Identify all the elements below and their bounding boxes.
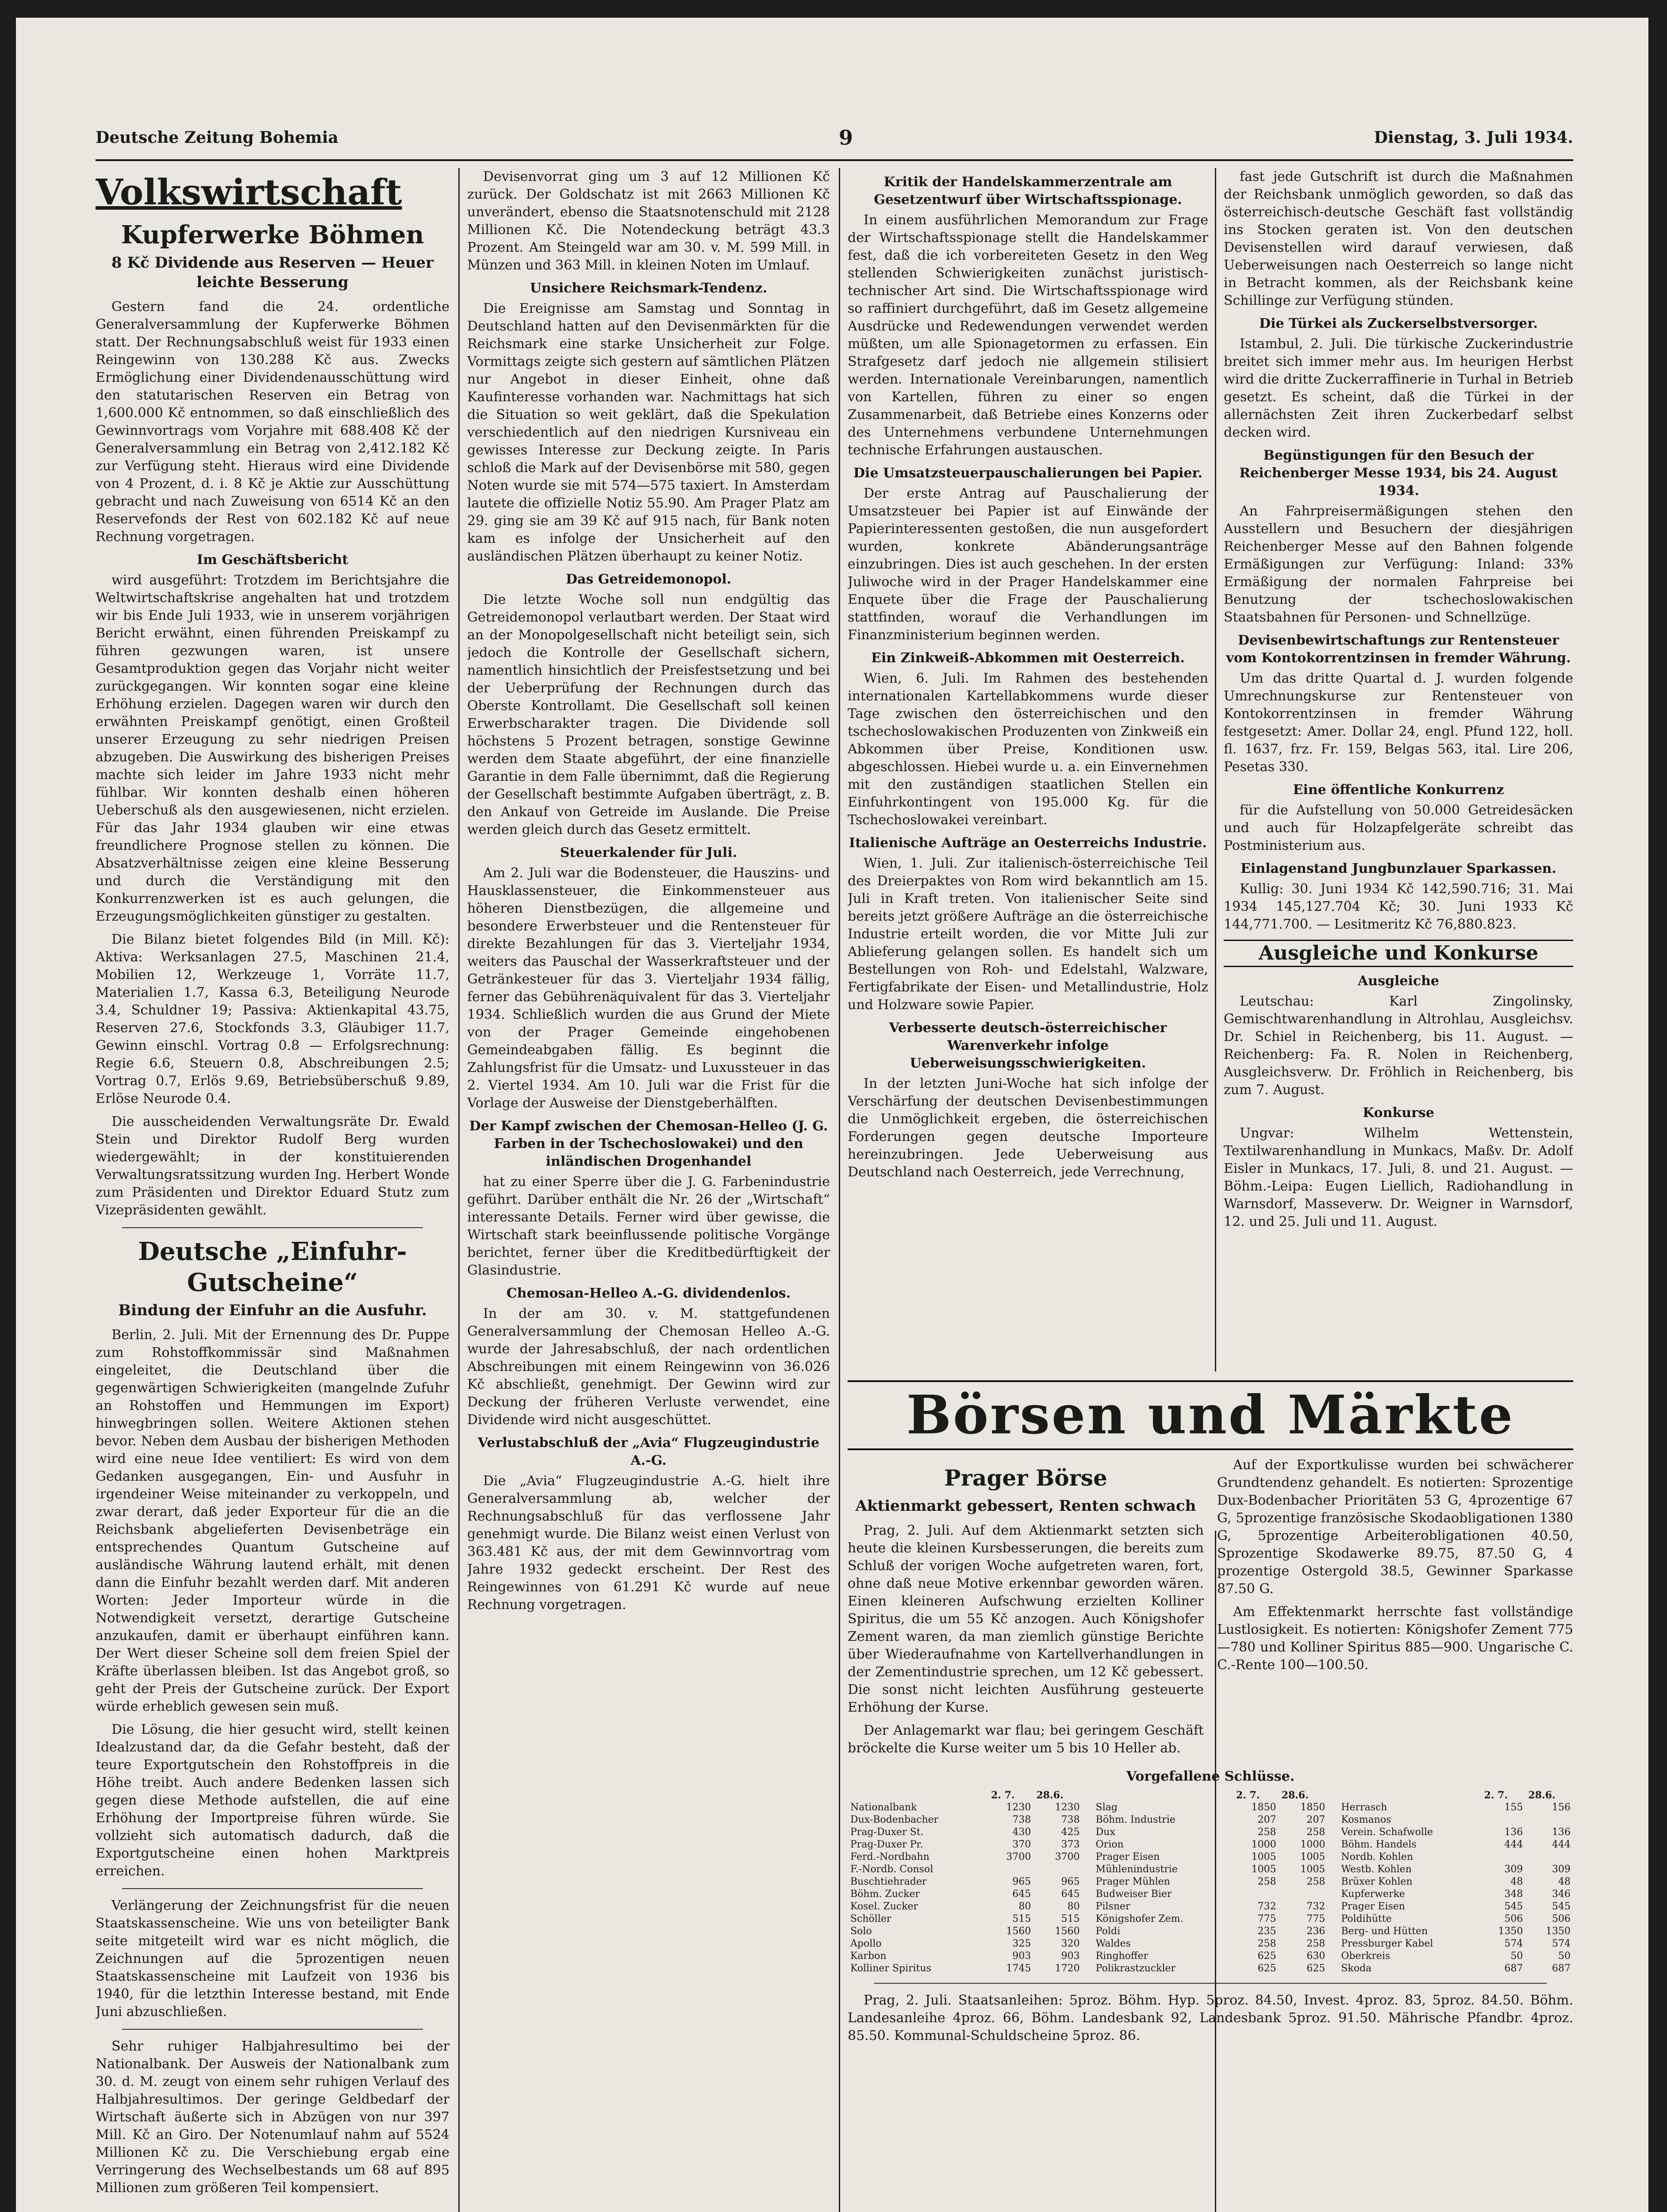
article-paragraph: In einem ausführlichen Memorandum zur Frage der Wirtschaftsspionage stellt die Handelskammer fest, daß die ich vorbereiteten Gesetz in den Weg stellenden Schwierigkeiten zunächst juristisch-technischer Art sind. Die Wirtschaftsspionage wird so raffiniert durchgeführt, daß im Gesetz allgemeine Ausdrücke und Redewendungen verwendet werden müßten, um alle Spionagetormen zu erfassen. Ein Strafgesetz darf jedoch nie allgemein stilisiert werden. Internationale Vereinbarungen, namentlich von Kartellen, führen zu einer so engen Zusammenarbeit, daß Betriebe eines Konzerns oder des Unternehmens verbundene Unternehmungen technische Erfahrungen austauschen. [848,212,1208,458]
table-cell: 775 [1257,1913,1276,1924]
table-row [1093,1938,1328,1950]
article-paragraph: hat zu einer Sperre über die J. G. Farbenindustrie geführt. Darüber enthält die Nr. 26 der „Wirtschaft“ interessante Details. Ferner wird über gewisse, die Wirtschaft stark beeinflussende politische Vorgänge berichtet, ferner über die Kreditbedürftigkeit der Glasindustrie. [467,1174,830,1278]
table-cell: 3700 [1006,1851,1031,1863]
article-paragraph: für die Aufstellung von 50.000 Getreidesäcken und auch für Holzapfelgeräte schreibt das Postministerium aus. [1224,803,1573,853]
market-subheading: Aktienmarkt gebessert, Renten schwach [855,1497,1196,1515]
subheading: Einlagenstand Jungbunzlauer Sparkassen. [1241,861,1556,876]
table-cell: 258 [1306,1938,1325,1949]
article-paragraph: fast jede Gutschrift ist durch die Maßnahmen der Reichsbank unmöglich geworden, so daß das österreichisch-deutsche Geschäft fast vollständig ins Stocken geraten ist. Von den deutschen Devisenstellen wird darauf verwiesen, daß Ueberweisungen nach Oesterreich so lange nicht in Betracht kommen, als der Reichsbank keine Schillinge zur Verfügung stünden. [1224,169,1573,308]
table-header-cell: 2. 7. [991,1790,1015,1801]
table-cell: 1350 [1498,1926,1523,1937]
table-cell: Karbon [850,1951,887,1962]
table-cell: 207 [1257,1814,1276,1825]
table-row [848,1901,1083,1913]
table-row [1093,1950,1328,1962]
table-cell: 258 [1257,1827,1276,1838]
table-row [848,1801,1083,1814]
table-cell: 545 [1504,1901,1523,1912]
subheading: Kritik der Handelskammerzentrale am Gesetzentwurf über Wirtschaftsspionage. [874,174,1182,207]
table-cell: Berg- und Hütten [1341,1926,1428,1937]
table-cell: 506 [1552,1913,1571,1924]
table-cell: 430 [1012,1827,1031,1838]
section-ausgleiche: Ausgleiche und Konkurse [1224,940,1573,967]
table-cell: 425 [1061,1827,1080,1838]
table-cell: 965 [1012,1876,1031,1887]
table-cell: F.-Nordb. Consol [850,1864,933,1875]
table-cell: Oberkreis [1341,1951,1390,1962]
table-cell: 80 [1018,1901,1031,1912]
table-cell: 515 [1012,1913,1031,1924]
table-cell: 625 [1257,1963,1276,1974]
table-cell: Prager Eisen [1095,1851,1160,1863]
table-row [848,1863,1083,1876]
market-paragraph: Der Anlagemarkt war flau; bei geringem Geschäft bröckelte die Kurse weiter um 5 bis 10 Heller ab. [848,1723,1204,1756]
table-cell: Ferd.-Nordbahn [850,1851,930,1863]
table-cell: Buschtiehrader [850,1876,927,1887]
table-cell [1279,1888,1328,1901]
table-row [1093,1839,1328,1851]
quotes-table [1338,1789,1573,1975]
table-cell: 775 [1306,1913,1325,1924]
table-cell: 1005 [1300,1864,1325,1875]
table-cell: Westb. Kohlen [1341,1864,1412,1875]
article-paragraph: Berlin, 2. Juli. Mit der Ernennung des Dr. Puppe zum Rohstoffkommissär sind Maßnahmen eingeleitet, die Deutschland über die gegenwärtigen Schwierigkeiten (mangelnde Zufuhr an Rohstoffen und Hemmungen im Export) hinwegbringen sollen. Weitere Aktionen stehen bevor. Neben dem Ausbau der bisherigen Methoden wird eine neue Idee ventiliert: Es wird von dem Gedanken ausgegangen, Ein- und Ausfuhr in irgendeiner Weise miteinander zu verkoppeln, und zwar derart, daß jeder Exporteur für die an die Reichsbank abgelieferten Devisenbeträge ein entsprechendes Quantum Gutscheine auf ausländische Währung lautend erhält, mit denen dann die Einfuhr bezahlt werden darf. Mit anderen Worten: Jeder Importeur würde in die Notwendigkeit versetzt, derartige Gutscheine anzukaufen, damit er überhaupt einführen kann. Der Wert dieser Scheine soll dem freien Spiel der Kräfte überlassen bleiben. Ist das Angebot groß, so geht der Preis der Gutscheine zurück. Der Export würde erheblich gewesen sein muß. [96,1327,449,1714]
table-cell: Dux-Bodenbacher [850,1814,939,1825]
table-cell: Nordb. Kohlen [1341,1851,1413,1863]
table-cell: Prager Eisen [1341,1901,1405,1912]
table-header-cell [1338,1789,1481,1801]
article-paragraph: Gestern fand die 24. ordentliche Generalversammlung der Kupferwerke Böhmen statt. Der Rechnungsabschluß weist für 1933 einen Reingewinn von 130.288 Kč aus. Zwecks Ermöglichung einer Dividendenausschüttung wird den statutarischen Reserven ein Betrag von 1,600.000 Kč entnommen, so daß einschließlich des Gewinnvortrags vom Vorjahre mit 688.408 Kč der Generalversammlung ein Betrag von 2,412.182 Kč zur Verfügung steht. Hieraus wird eine Dividende von 4 Prozent, d. i. 8 Kč je Aktie zur Ausschüttung gebracht und nach Zuweisung von 6514 Kč an den Reservefonds der Rest von 602.182 Kč auf neue Rechnung vorgetragen. [96,299,449,545]
table-cell: 207 [1306,1814,1325,1825]
table-header-cell: 28.6. [1281,1790,1309,1801]
table-row [1338,1888,1573,1901]
table-cell: 48 [1510,1876,1523,1887]
article-paragraph: Kullig: 30. Juni 1934 Kč 142,590.716; 31. Mai 1934 145,127.704 Kč; 30. Juni 1933 Kč 144,771.700. — Lesitmeritz Kč 76,880.823. [1224,881,1573,932]
table-cell: Dux [1095,1827,1115,1838]
table-header-cell [1093,1789,1233,1801]
table-cell: 630 [1306,1951,1325,1962]
subheading: Devisenbewirtschaftungs zur Rentensteuer vom Kontokorrentzinsen in fremder Währung. [1226,633,1571,666]
table-row [848,1888,1083,1901]
table-header-cell [848,1789,988,1801]
table-row [848,1938,1083,1950]
table-cell: Orion [1095,1839,1124,1850]
quotes-table [848,1789,1083,1975]
table-cell [1525,1814,1573,1826]
market-section [848,1371,1573,2212]
table-cell: 50 [1510,1951,1523,1962]
article-paragraph: Der erste Antrag auf Pauschalierung der Umsatzsteuer bei Papier ist auf Einwände der Papierinteressenten gestoßen, die nun ausgefordert wurden, konkrete Abänderungsanträge einzubringen. Dies ist auch geschehen. In der ersten Juliwoche wird in der Prager Handelskammer eine Enquete über die Frage der Pauschalierung stattfinden, worauf die Verhandlungen im Finanzministerium beginnen werden. [848,486,1208,643]
subheading: Eine öffentliche Konkurrenz [1293,782,1504,798]
table-row [1338,1839,1573,1851]
table-row [1338,1876,1573,1888]
article-paragraph: Verlängerung der Zeichnungsfrist für die neuen Staatskassenscheine. Wie uns von beteiligter Bank seite mitgeteilt wird war es nicht möglich, die Zeichnungen auf die 5prozentigen neuen Staatskassenscheine mit Laufzeit von 1936 bis 1940, für die letzthin Interesse bestand, mit Ende Juni abzuschließen. [96,1898,449,2020]
quotes-table [1093,1789,1328,1975]
subheading: Die Türkei als Zuckerselbstversorger. [1259,316,1538,331]
table-row [1338,1814,1573,1826]
article-paragraph: Die Lösung, die hier gesucht wird, stellt keinen Idealzustand dar, da die Gefahr besteht, daß der teure Exportgutschein den Rohstoffpreis in die Höhe treibt. Auch andere Bedenken lassen sich gegen diese Methode aufstellen, die auf eine Erhöhung der Importpreise führen würde. Sie vollzieht sich automatisch dadurch, daß die Exportgutscheine einen hohen Marktpreis erreichen. [96,1722,449,1879]
article-paragraph: An Fahrpreisermäßigungen stehen den Ausstellern und Besuchern der diesjährigen Reichenberger Messe auf den Bahnen folgende Ermäßigungen zur Verfügung: Inland: 33% Ermäßigung der normalen Fahrpreise bei Benutzung der tschechoslowakischen Staatsbahnen für Personen- und Schnellzüge. [1224,503,1573,625]
table-cell: 235 [1257,1926,1276,1937]
table-cell: 50 [1558,1951,1571,1962]
table-cell [988,1863,1033,1876]
subheading: Begünstigungen für den Besuch der Reichenberger Messe 1934, bis 24. August 1934. [1239,448,1558,499]
table-row [1338,1962,1573,1975]
newspaper-name: Deutsche Zeitung Bohemia [96,128,338,147]
table-cell: 732 [1257,1901,1276,1912]
market-title: Börsen und Märkte [848,1380,1573,1450]
table-cell: Verein. Schafwolle [1341,1827,1433,1838]
separator [122,1227,423,1228]
subheading: Steuerkalender für Juli. [560,845,737,860]
table-row [1093,1814,1328,1826]
table-row [848,1925,1083,1938]
table-cell: 515 [1061,1913,1080,1924]
article-paragraph: Am 2. Juli war die Bodensteuer, die Hauszins- und Hausklassensteuer, die Einkommensteuer aus höheren Dienstbezügen, die allgemeine und besondere Erwerbsteuer und die Rentensteuer für direkte Bezahlungen für das 3. Vierteljahr 1934, weiters das Pauschal der Wasserkraftsteuer und der Getränkesteuer für das 3. Vierteljahr 1934 fällig, ferner das Gebührenäquivalent für das 3. Vierteljahr 1934. Schließlich wurden die aus Grund der Miete von der Prager Gemeinde eingehobenen Gemeindeabgaben fällig. Es beginnt die Zahlungsfrist für die Umsatz- und Luxussteuer in das 2. Viertel 1934. Am 10. Juli war die Frist für die Vorlage der Ausweise der Dienstgeberhälften. [467,865,830,1111]
article-paragraph: Die ausscheidenden Verwaltungsräte Dr. Ewald Stein und Direktor Rudolf Berg wurden wiedergewählt; in der konstituierenden Verwaltungsratssitzung wurden Ing. Herbert Wonde zum Präsidenten und Direktor Eduard Stutz zum Vizepräsidenten gewählt. [96,1114,449,1218]
market-paragraph: Prag, 2. Juli. Auf dem Aktienmarkt setzten sich heute die kleinen Kursbesserungen, die bereits zum Schluß der vorigen Woche aufgetreten waren, fort, ohne daß neue Motive erkennbar geworden wären. Einen kleineren Aufschwung erzielten Kolliner Spiritus, die um 55 Kč anzogen. Auch Königshofer Zement waren, da man ziemlich günstige Berichte über Wiederaufnahme von Kartellverhandlungen in der Zementindustrie sprechen, um 12 Kč gebessert. Die sonst nicht leichten Ausführung gesteuerte Erhöhung der Kurse. [848,1523,1204,1715]
subheading: Die Umsatzsteuerpauschalierungen bei Papier. [853,465,1202,481]
article-paragraph: Istambul, 2. Juli. Die türkische Zuckerindustrie breitet sich immer mehr aus. Im heurigen Herbst wird die dritte Zuckerraffinerie in Turhal in Betrieb gesetzt. Es scheint, daß die Türkei in der allernächsten Zeit ihren Zuckerbedarf selbst decken wird. [1224,336,1573,440]
table-cell: Prager Mühlen [1095,1876,1170,1887]
table-cell: Apollo [850,1938,882,1949]
table-cell: Budweiser Bier [1095,1889,1172,1900]
column-1 [96,168,449,2212]
table-row [1093,1925,1328,1938]
table-cell: 1720 [1055,1963,1080,1974]
table-cell: 444 [1552,1839,1571,1850]
table-cell: 574 [1504,1938,1523,1949]
table-cell: Polikrastzuckler [1095,1963,1175,1974]
table-cell: 1850 [1251,1802,1276,1813]
page-number: 9 [839,126,853,150]
article-paragraph: Sehr ruhiger Halbjahresultimo bei der Nationalbank. Der Ausweis der Nationalbank zum 30. d. M. zeugt von einem sehr ruhigen Verlauf des Halbjahresultimos. Der geringe Geldbedarf der Wirtschaft äußerte sich in Abzügen von nur 397 Mill. Kč an Giro. Der Notenumlauf nahm auf 5524 Millionen Kč zu. Die Verschiebung ergab eine Verringerung des Wechselbestands um 68 auf 895 Millionen zum größeren Teil kompensiert. [96,2039,449,2196]
table-cell: Böhm. Industrie [1095,1814,1175,1825]
table-row [848,1950,1083,1962]
table-cell: 258 [1257,1876,1276,1887]
table-row [1338,1950,1573,1962]
table-cell: 236 [1306,1926,1325,1937]
newspaper-page [16,18,1648,2212]
section-title: Volkswirtschaft [96,171,402,213]
table-cell: 645 [1012,1889,1031,1900]
table-row [1338,1901,1573,1913]
table-row [1338,1913,1573,1925]
table-cell: 258 [1306,1827,1325,1838]
table-cell: 156 [1552,1802,1571,1813]
separator [874,1983,1547,1984]
table-cell: Kosel. Zucker [850,1901,918,1912]
article-paragraph: Die Ereignisse am Samstag und Sonntag in Deutschland hatten auf den Devisenmärkten für die Reichsmark eine starke Unsicherheit zur Folge. Vormittags zeigte sich gestern auf sämtlichen Plätzen nur Angebot in dieser Einheit, ohne daß Kaufinteresse vorhanden war. Nachmittags hat sich die Situation so weit geklärt, daß die Spekulation verschiedentlich auf den niedrigen Kursniveau ein gewisses Interesse zur Deckung zeigte. In Paris schloß die Mark auf der Devisenbörse mit 580, gegen Noten wurde sie mit 574—575 taxiert. In Amsterdam lautete die offizielle Notiz 55.90. Am Prager Platz am 29. ging sie am 39 Kč auf 915 nach, für Bank noten kam es infolge der Unsicherheit auf den ausländischen Plätzen überhaupt zu keiner Notiz. [467,301,830,564]
table-cell: Prag-Duxer Pr. [850,1839,923,1850]
table-cell: Herrasch [1341,1802,1387,1813]
table-cell: 1230 [1055,1802,1080,1813]
subheading: Chemosan-Helleo A.-G. dividendenlos. [506,1286,791,1301]
table-cell: Brüxer Kohlen [1341,1876,1413,1887]
table-row [848,1851,1083,1863]
table-header-cell: 2. 7. [1484,1790,1508,1801]
table-row [1093,1888,1328,1901]
article-paragraph: Devisenvorrat ging um 3 auf 12 Millionen Kč zurück. Der Goldschatz ist mit 2663 Millionen Kč unverändert, ebenso die Staatsnotenschuld mit 2128 Millionen Kč. Die Notendeckung beträgt 43.3 Prozent. Am Steingeld war am 30. v. M. 599 Mill. in Münzen und 363 Mill. in kleinen Noten im Umlauf. [467,169,830,273]
article-paragraph: Leutschau: Karl Zingolinsky, Gemischtwarenhandlung in Altrohlau, Ausgleichsv. Dr. Schiel in Reichenberg, bis 11. August. — Reichenberg: Fa. R. Nolen in Reichenberg, Ausgleichsverw. Dr. Fröhlich in Reichenberg, bis zum 7. August. [1224,994,1573,1098]
table-cell: 1350 [1546,1926,1571,1937]
table-row [1093,1913,1328,1925]
header-rule [96,159,1573,161]
article-paragraph: Um das dritte Quartal d. J. wurden folgende Umrechnungskurse zur Rentensteuer von Kontokorrentzinsen in fremder Währung festgesetzt: Amer. Dollar 24, engl. Pfund 122, holl. fl. 1637, frz. Fr. 159, Belgas 563, ital. Lire 206, Pesetas 330. [1224,671,1573,775]
table-cell: 136 [1552,1827,1571,1838]
table-row [1093,1851,1328,1863]
table-row [848,1913,1083,1925]
table-row [1093,1826,1328,1839]
table-row [1338,1925,1573,1938]
table-cell: Königshofer Zem. [1095,1913,1183,1924]
article-paragraph: Wien, 6. Juli. Im Rahmen des bestehenden internationalen Kartellabkommens wurde dieser Tage zwischen den österreichischen und den tschechoslowakischen Produzenten von Zinkweiß ein Abkommen über Preise, Konditionen usw. abgeschlossen. Hiebei wurde u. a. ein Einvernehmen mit den zuständigen staatlichen Stellen ein Einfuhrkontingent von 195.000 Kg. für die Tschechoslowakei vereinbart. [848,671,1208,828]
table-cell: 903 [1061,1951,1080,1962]
table-row [1338,1863,1573,1876]
table-row [1093,1901,1328,1913]
table-cell: 48 [1558,1876,1571,1887]
subheading: Unsichere Reichsmark-Tendenz. [530,280,768,296]
article-paragraph: Die letzte Woche soll nun endgültig das Getreidemonopol verlautbart werden. Der Staat wird an der Monopolgesellschaft nicht beteiligt sein, sich jedoch die Kontrolle der Gesellschaft sichern, namentlich hinsichtlich der Preisfestsetzung und bei der Ueberprüfung der Rechnungen durch das Oberste Kontrollamt. Die Gesellschaft soll keinen Erwerbscharakter tragen. Die Dividende soll höchstens 5 Prozent betragen, sonstige Gewinne werden dem Staate abgeführt, der eine finanzielle Garantie in dem Falle übernimmt, daß die Regierung der Gesellschaft bestimmte Aufgaben überträgt, z. B. den Ankauf von Getreide im Auslande. Die Preise werden gleich durch das Gesetz ermittelt. [467,592,830,837]
table-cell: Poldihütte [1341,1913,1392,1924]
table-cell: 1005 [1251,1864,1276,1875]
table-cell: 325 [1012,1938,1031,1949]
table-header-cell: 2. 7. [1236,1790,1260,1801]
table-row [848,1962,1083,1975]
column-rule [839,168,840,2212]
table-row [848,1876,1083,1888]
table-cell: 1000 [1300,1839,1325,1850]
table-cell: 348 [1504,1889,1523,1900]
article-paragraph: Die Bilanz bietet folgendes Bild (in Mill. Kč): Aktiva: Werksanlagen 27.5, Maschinen 21.4, Mobilien 12, Werkzeuge 1, Vorräte 11.7, Materialien 1.7, Kassa 6.3, Beteiligung Neurode 3.4, Schuldner 19; Passiva: Aktienkapital 43.75, Reserven 27.6, Stockfonds 3.3, Gläubiger 11.7, Gewinn einschl. Vortrag 0.8 — Erfolgsrechnung: Regie 6.6, Steuern 0.8, Abschreibungen 2.5; Vortrag 0.7, Erlös 9.69, Betriebsüberschuß 9.89, Erlöse Neurode 0.4. [96,932,449,1106]
table-row [1338,1851,1573,1863]
column-rule [458,168,460,2212]
table-cell: Waldes [1095,1938,1131,1949]
table-cell [1033,1863,1082,1876]
table-cell: Kupferwerke [1341,1889,1405,1900]
headline-kupferwerke: Kupferwerke Böhmen [121,220,424,250]
column-4 [1224,168,1573,1363]
table-cell: 506 [1504,1913,1523,1924]
table-cell: Kosmanos [1341,1814,1391,1825]
table-cell [1482,1851,1526,1863]
issue-date: Dienstag, 3. Juli 1934. [1374,128,1573,147]
table-title: Vorgefallene Schlüsse. [1126,1769,1295,1784]
column-rule [1215,168,1216,1371]
headline-einfuhr: Deutsche „Einfuhr-Gutscheine“ [138,1237,407,1297]
table-cell: 258 [1306,1876,1325,1887]
table-cell: 687 [1552,1963,1571,1974]
subheadline: 8 Kč Dividende aus Reserven — Heuer leichte Besserung [111,254,434,291]
table-cell: 738 [1061,1814,1080,1825]
page-header [96,128,1573,159]
prager-boerse-title: Prager Börse [944,1465,1107,1491]
table-cell: 370 [1012,1839,1031,1850]
table-cell: 1230 [1006,1802,1031,1813]
table-cell: Solo [850,1926,872,1937]
table-cell: 1005 [1300,1851,1325,1863]
table-cell [1233,1888,1279,1901]
subheading: Verbesserte deutsch-österreichischer Warenverkehr infolge Ueberweisungsschwierigkeiten. [889,1020,1167,1071]
table-cell: 903 [1012,1951,1031,1962]
table-row [1093,1876,1328,1888]
table-cell: Slag [1095,1802,1118,1813]
table-cell: 1745 [1006,1963,1031,1974]
table-row [1093,1863,1328,1876]
article-paragraph: Wien, 1. Juli. Zur italienisch-österreichische Teil des Dreierpaktes von Rom wird bekanntlich am 15. Juli in Kraft treten. Von italienischer Seite sind bereits jetzt größere Aufträge an die österreichische Industrie erteilt worden, die vor Mitte Juli zur Ablieferung gelangen sollen. Es handelt sich um Bestellungen von Roh- und Edelstahl, Walzware, Fertigfabrikate der Eisen- und Metallindustrie, Holz und Holzware sowie Papier. [848,856,1208,1013]
table-cell: 320 [1061,1938,1080,1949]
table-row [1338,1938,1573,1950]
table-cell: 346 [1552,1889,1571,1900]
separator [122,2029,423,2030]
table-cell: 545 [1552,1901,1571,1912]
market-paragraph: Auf der Exportkulisse wurden bei schwächerer Grundtendenz gehandelt. Es notierten: Sprozentige Dux-Bodenbacher Prioritäten 53 G, 4prozentige 67 G, 5prozentige französische Skodaobligationen 1380 G, 5prozentige Arbeiterobligationen 40.50, Sprozentige Skodawerke 89.75, 87.50 G, 4 prozentige Ostergold 38.5, Gewinner Sparkasse 87.50 G. [1217,1457,1573,1597]
table-cell: 687 [1504,1963,1523,1974]
table-cell: Ringhoffer [1095,1951,1148,1962]
table-row [1093,1962,1328,1975]
table-cell: 1560 [1055,1926,1080,1937]
table-cell: Skoda [1341,1963,1372,1974]
market-paragraph: Prag, 2. Juli. Staatsanleihen: 5proz. Böhm. Hyp. 5proz. 84.50, Invest. 4proz. 83, 5proz. 84.50. Böhm. Landesanleihe 4proz. 66, Böhm. Landesbank 92, Landesbank 5proz. 91.50. Mährische Pfandbr. 4proz. 85.50. Kommunal-Schuldscheine 5proz. 86. [848,1993,1573,2043]
subheading: Ein Zinkweiß-Abkommen mit Oesterreich. [871,650,1185,666]
table-cell [1525,1851,1573,1863]
subheading: Italienische Aufträge an Oesterreichs Industrie. [849,835,1207,851]
table-header-row [1093,1789,1328,1801]
table-cell: 1000 [1251,1839,1276,1850]
table-cell: 258 [1257,1938,1276,1949]
table-cell: Kolliner Spiritus [850,1963,931,1974]
table-cell: 645 [1061,1889,1080,1900]
table-cell [1482,1814,1526,1826]
subheading: Der Kampf zwischen der Chemosan-Helleo (J. G. Farben in der Tschechoslowakei) und den inländischen Drogenhandel [469,1118,828,1169]
table-row [848,1814,1083,1826]
table-cell: Schöller [850,1913,891,1924]
table-cell: 965 [1061,1876,1080,1887]
table-cell: 732 [1306,1901,1325,1912]
subheadline: Bindung der Einfuhr an die Ausfuhr. [118,1302,427,1319]
article-paragraph: In der letzten Juni-Woche hat sich infolge der Verschärfung der deutschen Devisenbestimmungen die Unmöglichkeit ergeben, die österreichischen Forderungen gegen deutsche Importeure hereinzubringen. Jede Ueberweisung aus Deutschland nach Oesterreich, jede Verrechnung, [848,1076,1208,1180]
table-cell: 1005 [1251,1851,1276,1863]
table-row [1338,1801,1573,1814]
table-header-cell: 28.6. [1036,1790,1064,1801]
table-cell: 1850 [1300,1802,1325,1813]
separator [122,1888,423,1889]
table-row [1338,1826,1573,1839]
table-row [1093,1801,1328,1814]
table-cell: 625 [1257,1951,1276,1962]
table-cell: Pressburger Kabel [1341,1938,1433,1949]
table-row [848,1826,1083,1839]
table-cell: 1560 [1006,1926,1031,1937]
table-cell: 738 [1012,1814,1031,1825]
table-cell: 373 [1061,1839,1080,1850]
table-cell: 574 [1552,1938,1571,1949]
column-3 [848,168,1208,1363]
table-cell: 625 [1306,1963,1325,1974]
table-cell: 136 [1504,1827,1523,1838]
article-paragraph: Die „Avia“ Flugzeugindustrie A.-G. hielt ihre Generalversammlung ab, welcher der Rechnungsabschluß für das verflossene Jahr genehmigt wurde. Die Bilanz weist einen Verlust von 363.481 Kč aus, der mit dem Gewinnvortrag vom Jahre 1932 gedeckt erscheint. Der Rest des Reingewinnes von 61.291 Kč wurde auf neue Rechnung vorgetragen. [467,1473,830,1613]
column-2 [467,168,830,2212]
table-cell: 444 [1504,1839,1523,1850]
market-paragraph: Am Effektenmarkt herrschte fast vollständige Lustlosigkeit. Es notierten: Königshofer Zement 775—780 und Kolliner Spiritus 885—900. Ungarische C. C.-Rente 100—100.50. [1217,1604,1573,1673]
table-cell: Prag-Duxer St. [850,1827,924,1838]
table-cell: Böhm. Zucker [850,1889,920,1900]
table-header-cell: 28.6. [1528,1790,1556,1801]
table-cell: 309 [1504,1864,1523,1875]
subheading: Ausgleiche [1358,973,1439,989]
article-paragraph: In der am 30. v. M. stattgefundenen Generalversammlung der Chemosan Helleo A.-G. wurde der Jahresabschluß, der nach ordentlichen Abschreibungen mit einem Reingewinn von 36.026 Kč abschließt, genehmigt. Der Gewinn wird zur Deckung der früheren Verluste verwendet, eine Dividende wird nicht ausgeschüttet. [467,1306,830,1428]
subheading: Verlustabschluß der „Avia“ Flugzeugindustrie A.-G. [477,1435,820,1468]
table-row [848,1839,1083,1851]
table-cell: 155 [1504,1802,1523,1813]
table-cell: Poldi [1095,1926,1120,1937]
subheading: Konkurse [1363,1105,1434,1121]
table-cell: 309 [1552,1864,1571,1875]
table-header-row [1338,1789,1573,1801]
table-cell: Böhm. Handels [1341,1839,1417,1850]
table-cell: 3700 [1055,1851,1080,1863]
article-paragraph: wird ausgeführt: Trotzdem im Berichtsjahre die Weltwirtschaftskrise angehalten hat und trotzdem wir bis Ende Juli 1933, wie in unserem vorjährigen Bericht erwähnt, einen führenden Preiskampf zu führen gezwungen waren, ist unsere Gesamtproduktion gegen das Vorjahr nicht weiter zurückgegangen. Wir konnten sogar eine kleine Erhöhung erzielen. Dagegen waren wir durch den erwähnten Preiskampf genötigt, einen Großteil unserer Erzeugung zu sehr niedrigen Preisen abzugeben. Die Auswirkung des bisherigen Preises machte sich leider im Jahre 1933 nicht mehr fühlbar. Wir konnten deshalb einen höheren Ueberschuß als den ausgewiesenen, nicht erzielen. Für das Jahr 1934 glauben wir eine etwas freundlichere Prognose stellen zu können. Die Absatzverhältnisse zeigen eine kleine Besserung und durch die Verständigung mit den Konkurrenzwerken ist es auch gelungen, die Erzeugungsmöglichkeiten günstiger zu gestalten. [96,572,449,924]
table-header-row [848,1789,1083,1801]
subheading: Das Getreidemonopol. [565,572,732,587]
table-cell: Pilsner [1095,1901,1130,1912]
article-paragraph: Ungvar: Wilhelm Wettenstein, Textilwarenhandlung in Munkacs, Maßv. Dr. Adolf Eisler in Munkacs, 17. Juli, 8. und 21. August. — Böhm.-Leipa: Eugen Liellich, Radiohandlung in Warnsdorf, Masseverw. Dr. Weigner in Warnsdorf, 12. und 25. Juli und 11. August. [1224,1125,1573,1229]
table-cell: Mühlenindustrie [1095,1864,1178,1875]
table-cell: 80 [1067,1901,1080,1912]
quotes-tables [848,1789,1573,1975]
table-cell: Nationalbank [850,1802,917,1813]
subheading: Im Geschäftsbericht [196,552,349,568]
